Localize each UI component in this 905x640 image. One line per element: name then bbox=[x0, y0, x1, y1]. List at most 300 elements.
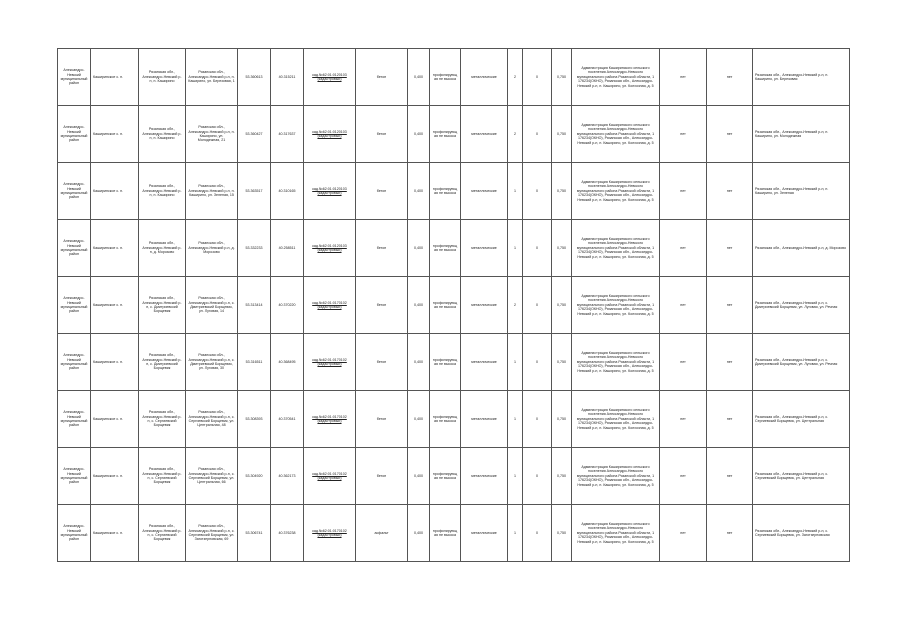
area-cell-text: 0,400 bbox=[414, 530, 423, 535]
district-cell-text: Александро-Невский муниципальный район bbox=[60, 410, 88, 428]
locality-cell-text: Рязанская обл., Александро-Невский р-н, с. Сергиевский Борщевик bbox=[142, 524, 182, 542]
served-area-cell bbox=[753, 448, 850, 505]
district-cell bbox=[58, 49, 91, 106]
planned-count-cell bbox=[523, 391, 552, 448]
district-cell-text: Александро-Невский муниципальный район bbox=[60, 182, 88, 200]
owner-cell bbox=[572, 163, 660, 220]
container-type-cell bbox=[461, 163, 508, 220]
volume-cell bbox=[552, 220, 572, 277]
flag-cell-text: нет bbox=[680, 473, 686, 478]
flag-cell-text: нет bbox=[680, 245, 686, 250]
planned-count-cell bbox=[523, 106, 552, 163]
container-count-cell bbox=[508, 163, 523, 220]
area-cell bbox=[408, 334, 430, 391]
locality-cell bbox=[139, 277, 186, 334]
purpose-cell bbox=[430, 334, 461, 391]
owner-cell-text: Администрация Каширинского сельского поселения Александро-Невского муниципального района Рязанской области, 1 176234(ОКНО), Рязанская обл., Александро-Невский р-н, п. Каширино, ул. Колхозная, д. 5 bbox=[576, 464, 655, 487]
settlement-cell bbox=[91, 277, 139, 334]
settlement-cell bbox=[91, 106, 139, 163]
area-cell-text: 0,400 bbox=[414, 74, 423, 79]
locality-cell-text: Рязанская обл., Александро-Невский р-н, п. Каширино bbox=[142, 127, 182, 141]
surface-cell bbox=[356, 163, 408, 220]
table-row bbox=[58, 220, 850, 277]
surface-cell bbox=[356, 334, 408, 391]
surface-cell-text: бетон bbox=[376, 245, 387, 250]
longitude-cell bbox=[271, 277, 304, 334]
locality-cell bbox=[139, 391, 186, 448]
latitude-cell-text: 53.316511 bbox=[245, 359, 263, 364]
area-cell bbox=[408, 277, 430, 334]
cadastral-number-cell bbox=[304, 220, 356, 277]
latitude-cell-text: 53.306741 bbox=[245, 530, 263, 535]
volume-cell bbox=[552, 334, 572, 391]
cadastral-number-cell bbox=[304, 391, 356, 448]
volume-cell-text: 0,750 bbox=[557, 302, 566, 307]
container-count-cell-text: 1 bbox=[514, 188, 516, 193]
container-type-cell bbox=[461, 448, 508, 505]
planned-count-cell-text: 0 bbox=[536, 245, 538, 250]
purpose-cell-text: профилирующая не высока bbox=[432, 129, 458, 138]
flag-cell-text: нет bbox=[680, 131, 686, 136]
purpose-cell-text: профилирующая не высока bbox=[432, 72, 458, 81]
flag-cell bbox=[707, 106, 753, 163]
purpose-cell bbox=[430, 391, 461, 448]
latitude-cell bbox=[238, 277, 271, 334]
flag-cell bbox=[660, 334, 707, 391]
surface-cell-text: бетон bbox=[376, 302, 387, 307]
area-cell bbox=[408, 49, 430, 106]
table-row bbox=[58, 391, 850, 448]
district-cell-text: Александро-Невский муниципальный район bbox=[60, 524, 88, 542]
area-cell bbox=[408, 106, 430, 163]
address-cell-text: Рязанская обл., Александро-Невский р-н, с. Сергиевский Борщевик, ул. Центральная, 48 bbox=[188, 410, 235, 428]
flag-cell-text: нет bbox=[726, 131, 733, 136]
container-count-cell bbox=[508, 106, 523, 163]
volume-cell bbox=[552, 448, 572, 505]
flag-cell-text: нет bbox=[726, 245, 733, 250]
flag-cell-text: нет bbox=[726, 74, 733, 79]
longitude-cell-text: 40.315211 bbox=[278, 74, 296, 79]
container-type-cell bbox=[461, 106, 508, 163]
table-row bbox=[58, 448, 850, 505]
planned-count-cell bbox=[523, 505, 552, 562]
volume-cell bbox=[552, 106, 572, 163]
served-area-cell-text: Рязанская обл., Александро-Невский р-н, п. Каширино, ул. Зеленая bbox=[755, 186, 829, 195]
served-area-cell bbox=[753, 106, 850, 163]
settlement-cell-text: Каширинское с. п. bbox=[93, 416, 124, 421]
planned-count-cell bbox=[523, 49, 552, 106]
container-type-cell bbox=[461, 49, 508, 106]
purpose-cell bbox=[430, 49, 461, 106]
planned-count-cell bbox=[523, 277, 552, 334]
locality-cell bbox=[139, 334, 186, 391]
owner-cell bbox=[572, 49, 660, 106]
container-count-cell bbox=[508, 49, 523, 106]
owner-cell-text: Администрация Каширинского сельского поселения Александро-Невского муниципального района Рязанской области, 1 176234(ОКНО), Рязанская обл., Александро-Невский р-н, п. Каширино, ул. Колхозная, д. 5 bbox=[576, 350, 655, 373]
purpose-cell bbox=[430, 220, 461, 277]
served-area-cell-text: Рязанская обл., Александро-Невский р-н, д. Морозово bbox=[755, 245, 846, 250]
container-count-cell bbox=[508, 448, 523, 505]
address-cell bbox=[186, 49, 238, 106]
served-area-cell-text: Рязанская обл., Александро-Невский р-н, с. Сергиевский Борщевик, ул. Заготзерновская bbox=[755, 528, 830, 537]
cadastral-number-cell bbox=[304, 106, 356, 163]
district-cell-text: Александро-Невский муниципальный район bbox=[60, 68, 88, 86]
flag-cell-text: нет bbox=[680, 530, 686, 535]
flag-cell bbox=[660, 220, 707, 277]
cadastral-number-cell-text[interactable]: кад.№62:01:0170102 (кадастровый) bbox=[312, 528, 347, 537]
latitude-cell-text: 53.313414 bbox=[245, 302, 263, 307]
container-type-cell bbox=[461, 220, 508, 277]
table-body bbox=[58, 49, 850, 562]
district-cell bbox=[58, 334, 91, 391]
flag-cell-text: нет bbox=[726, 188, 733, 193]
flag-cell-text: нет bbox=[726, 416, 733, 421]
purpose-cell-text: профилирующая не высока bbox=[432, 186, 458, 195]
container-count-cell bbox=[508, 220, 523, 277]
owner-cell-text: Администрация Каширинского сельского поселения Александро-Невского муниципального района Рязанской области, 1 176234(ОКНО), Рязанская обл., Александро-Невский р-н, п. Каширино, ул. Колхозная, д. 5 bbox=[576, 293, 655, 316]
owner-cell bbox=[572, 220, 660, 277]
settlement-cell-text: Каширинское с. п. bbox=[93, 188, 124, 193]
cadastral-number-cell-text[interactable]: кад.№62:01:0170102 (кадастровый) bbox=[312, 357, 347, 366]
volume-cell bbox=[552, 505, 572, 562]
container-type-cell-text: металлические bbox=[471, 245, 497, 250]
longitude-cell-text: 40.258511 bbox=[278, 245, 296, 250]
container-count-cell-text: 1 bbox=[514, 416, 516, 421]
surface-cell bbox=[356, 49, 408, 106]
latitude-cell-text: 53.304920 bbox=[245, 473, 263, 478]
address-cell bbox=[186, 334, 238, 391]
latitude-cell-text: 53.308393 bbox=[245, 416, 263, 421]
cadastral-number-cell-text[interactable]: кад.№62:01:0120103 (кадастровый) bbox=[312, 72, 347, 81]
locality-cell-text: Рязанская обл., Александро-Невский р-н, п. Каширино bbox=[142, 184, 182, 198]
latitude-cell bbox=[238, 220, 271, 277]
planned-count-cell-text: 0 bbox=[536, 302, 538, 307]
cadastral-number-cell bbox=[304, 448, 356, 505]
settlement-cell bbox=[91, 391, 139, 448]
volume-cell bbox=[552, 391, 572, 448]
latitude-cell-text: 53.332233 bbox=[245, 245, 263, 250]
district-cell bbox=[58, 505, 91, 562]
planned-count-cell bbox=[523, 448, 552, 505]
settlement-cell-text: Каширинское с. п. bbox=[93, 131, 124, 136]
planned-count-cell bbox=[523, 220, 552, 277]
district-cell-text: Александро-Невский муниципальный район bbox=[60, 239, 88, 257]
surface-cell-text: бетон bbox=[376, 416, 387, 421]
surface-cell-text: бетон bbox=[376, 359, 387, 364]
longitude-cell-text: 40.376238 bbox=[278, 530, 296, 535]
volume-cell-text: 0,750 bbox=[557, 74, 566, 79]
owner-cell bbox=[572, 277, 660, 334]
purpose-cell-text: профилирующая не высока bbox=[432, 528, 458, 537]
container-count-cell bbox=[508, 277, 523, 334]
owner-cell-text: Администрация Каширинского сельского поселения Александро-Невского муниципального района Рязанской области, 1 176234(ОКНО), Рязанская обл., Александро-Невский р-н, п. Каширино, ул. Колхозная, д. 5 bbox=[576, 122, 655, 145]
table-row bbox=[58, 106, 850, 163]
cadastral-number-cell bbox=[304, 334, 356, 391]
flag-cell bbox=[660, 277, 707, 334]
locality-cell-text: Рязанская обл., Александро-Невский р-н, с. Дмитриевский Борщевик bbox=[142, 296, 182, 314]
purpose-cell-text: профилирующая не высока bbox=[432, 243, 458, 252]
flag-cell-text: нет bbox=[680, 74, 686, 79]
latitude-cell bbox=[238, 163, 271, 220]
volume-cell-text: 0,750 bbox=[557, 473, 566, 478]
served-area-cell bbox=[753, 277, 850, 334]
table-row bbox=[58, 163, 850, 220]
cadastral-number-cell-text[interactable]: кад.№62:01:0170102 (кадастровый) bbox=[312, 414, 347, 423]
planned-count-cell-text: 0 bbox=[536, 473, 538, 478]
district-cell bbox=[58, 163, 91, 220]
table-row bbox=[58, 505, 850, 562]
container-count-cell-text: 1 bbox=[514, 473, 516, 478]
area-cell-text: 0,400 bbox=[414, 359, 423, 364]
table-row bbox=[58, 277, 850, 334]
purpose-cell-text: профилирующая не высока bbox=[432, 471, 458, 480]
longitude-cell bbox=[271, 163, 304, 220]
cadastral-number-cell-text[interactable]: кад.№62:01:0120103 (кадастровый) bbox=[312, 129, 347, 138]
container-type-cell bbox=[461, 391, 508, 448]
owner-cell bbox=[572, 106, 660, 163]
owner-cell-text: Администрация Каширинского сельского поселения Александро-Невского муниципального района Рязанской области, 1 176234(ОКНО), Рязанская обл., Александро-Невский р-н, п. Каширино, ул. Колхозная, д. 5 bbox=[576, 65, 655, 88]
volume-cell-text: 0,750 bbox=[557, 416, 566, 421]
flag-cell bbox=[707, 334, 753, 391]
flag-cell bbox=[707, 448, 753, 505]
locality-cell bbox=[139, 106, 186, 163]
surface-cell-text: бетон bbox=[376, 188, 387, 193]
latitude-cell-text: 53.360613 bbox=[245, 74, 263, 79]
settlement-cell-text: Каширинское с. п. bbox=[93, 359, 124, 364]
surface-cell-text: асфальт bbox=[374, 530, 389, 535]
locality-cell-text: Рязанская обл., Александро-Невский р-н, с. Сергиевский Борщевик bbox=[142, 410, 182, 428]
table-row bbox=[58, 334, 850, 391]
latitude-cell bbox=[238, 334, 271, 391]
longitude-cell-text: 40.370541 bbox=[278, 416, 296, 421]
container-type-cell bbox=[461, 505, 508, 562]
address-cell bbox=[186, 505, 238, 562]
longitude-cell bbox=[271, 220, 304, 277]
address-cell-text: Рязанская обл., Александро-Невский р-н, с. Сергиевский Борщевик, ул. Центральная, 66 bbox=[188, 467, 235, 485]
address-cell bbox=[186, 163, 238, 220]
flag-cell bbox=[660, 49, 707, 106]
served-area-cell bbox=[753, 505, 850, 562]
volume-cell-text: 0,750 bbox=[557, 530, 566, 535]
served-area-cell bbox=[753, 391, 850, 448]
flag-cell bbox=[660, 448, 707, 505]
purpose-cell bbox=[430, 505, 461, 562]
address-cell bbox=[186, 106, 238, 163]
container-type-cell-text: металлические bbox=[471, 473, 497, 478]
table-row bbox=[58, 49, 850, 106]
registry-table bbox=[57, 48, 850, 562]
container-type-cell-text: металлические bbox=[471, 530, 497, 535]
latitude-cell bbox=[238, 505, 271, 562]
container-count-cell-text: 1 bbox=[514, 530, 516, 535]
planned-count-cell bbox=[523, 334, 552, 391]
longitude-cell-text: 40.310165 bbox=[278, 188, 296, 193]
container-type-cell bbox=[461, 334, 508, 391]
served-area-cell-text: Рязанская обл., Александро-Невский р-н, с. Дмитриевский Борщевик, ул. Луговая, ул. Речная bbox=[755, 357, 838, 366]
longitude-cell bbox=[271, 49, 304, 106]
flag-cell bbox=[660, 163, 707, 220]
address-cell bbox=[186, 220, 238, 277]
area-cell-text: 0,400 bbox=[414, 131, 423, 136]
served-area-cell bbox=[753, 334, 850, 391]
container-type-cell-text: металлические bbox=[471, 74, 497, 79]
surface-cell bbox=[356, 505, 408, 562]
purpose-cell bbox=[430, 106, 461, 163]
area-cell-text: 0,400 bbox=[414, 302, 423, 307]
settlement-cell bbox=[91, 49, 139, 106]
settlement-cell bbox=[91, 505, 139, 562]
address-cell bbox=[186, 277, 238, 334]
volume-cell bbox=[552, 163, 572, 220]
address-cell-text: Рязанская обл., Александро-Невский р-н, п. Каширино, ул. Березовая, 1 bbox=[188, 70, 235, 84]
served-area-cell bbox=[753, 49, 850, 106]
locality-cell-text: Рязанская обл., Александро-Невский р-н, п. Каширино bbox=[142, 70, 182, 84]
flag-cell-text: нет bbox=[726, 302, 733, 307]
flag-cell bbox=[707, 220, 753, 277]
volume-cell bbox=[552, 277, 572, 334]
purpose-cell bbox=[430, 448, 461, 505]
flag-cell bbox=[707, 277, 753, 334]
longitude-cell bbox=[271, 505, 304, 562]
surface-cell bbox=[356, 448, 408, 505]
surface-cell bbox=[356, 106, 408, 163]
surface-cell bbox=[356, 277, 408, 334]
locality-cell bbox=[139, 220, 186, 277]
settlement-cell-text: Каширинское с. п. bbox=[93, 74, 124, 79]
served-area-cell-text: Рязанская обл., Александро-Невский р-н, п. Каширино, ул. Молодежная bbox=[755, 129, 829, 138]
container-count-cell-text: 2 bbox=[514, 131, 516, 136]
surface-cell bbox=[356, 391, 408, 448]
longitude-cell bbox=[271, 106, 304, 163]
flag-cell bbox=[660, 106, 707, 163]
settlement-cell bbox=[91, 448, 139, 505]
flag-cell-text: нет bbox=[726, 530, 733, 535]
served-area-cell-text: Рязанская обл., Александро-Невский р-н, с. Дмитриевский Борщевик, ул. Луговая, ул. Речная bbox=[755, 300, 838, 309]
address-cell-text: Рязанская обл., Александро-Невский р-н, п. Каширино, ул. Зеленая, 15 bbox=[188, 184, 235, 198]
area-cell bbox=[408, 391, 430, 448]
area-cell-text: 0,400 bbox=[414, 473, 423, 478]
address-cell bbox=[186, 391, 238, 448]
served-area-cell-text: Рязанская обл., Александро-Невский р-н, с. Сергиевский Борщевик, ул. Центральная bbox=[755, 414, 829, 423]
purpose-cell bbox=[430, 277, 461, 334]
locality-cell-text: Рязанская обл., Александро-Невский р-н, с. Сергиевский Борщевик bbox=[142, 467, 182, 485]
locality-cell bbox=[139, 163, 186, 220]
served-area-cell-text: Рязанская обл., Александро-Невский р-н, п. Каширино, ул. Березовая bbox=[755, 72, 829, 81]
district-cell bbox=[58, 220, 91, 277]
flag-cell-text: нет bbox=[680, 302, 686, 307]
planned-count-cell-text: 0 bbox=[536, 359, 538, 364]
cadastral-number-cell-text[interactable]: кад.№62:01:0120103 (кадастровый) bbox=[312, 186, 347, 195]
flag-cell-text: нет bbox=[680, 416, 686, 421]
cadastral-number-cell-text[interactable]: кад.№62:01:0120103 (кадастровый) bbox=[312, 243, 347, 252]
district-cell bbox=[58, 391, 91, 448]
volume-cell-text: 0,750 bbox=[557, 245, 566, 250]
cadastral-number-cell bbox=[304, 49, 356, 106]
owner-cell bbox=[572, 391, 660, 448]
planned-count-cell-text: 0 bbox=[536, 530, 538, 535]
locality-cell-text: Рязанская обл., Александро-Невский р-н, с. Дмитриевский Борщевик bbox=[142, 353, 182, 371]
district-cell bbox=[58, 106, 91, 163]
owner-cell bbox=[572, 505, 660, 562]
volume-cell-text: 0,750 bbox=[557, 188, 566, 193]
container-type-cell-text: металлические bbox=[471, 416, 497, 421]
locality-cell-text: Рязанская обл., Александро-Невский р-н, д. Морозово bbox=[142, 241, 182, 255]
owner-cell-text: Администрация Каширинского сельского поселения Александро-Невского муниципального района Рязанской области, 1 176234(ОКНО), Рязанская обл., Александро-Невский р-н, п. Каширино, ул. Колхозная, д. 5 bbox=[576, 521, 655, 544]
container-count-cell-text: 1 bbox=[514, 359, 516, 364]
district-cell bbox=[58, 277, 91, 334]
longitude-cell bbox=[271, 334, 304, 391]
settlement-cell bbox=[91, 163, 139, 220]
container-type-cell-text: металлические bbox=[471, 302, 497, 307]
surface-cell bbox=[356, 220, 408, 277]
purpose-cell-text: профилирующая не высока bbox=[432, 300, 458, 309]
container-count-cell bbox=[508, 505, 523, 562]
settlement-cell bbox=[91, 220, 139, 277]
container-type-cell-text: металлические bbox=[471, 359, 497, 364]
address-cell-text: Рязанская обл., Александро-Невский р-н, с. Дмитриевский Борщевик, ул. Луговая, 14 bbox=[188, 296, 235, 314]
container-type-cell-text: металлические bbox=[471, 131, 497, 136]
address-cell bbox=[186, 448, 238, 505]
area-cell-text: 0,400 bbox=[414, 416, 423, 421]
container-type-cell bbox=[461, 277, 508, 334]
locality-cell bbox=[139, 505, 186, 562]
latitude-cell bbox=[238, 49, 271, 106]
served-area-cell bbox=[753, 163, 850, 220]
surface-cell-text: бетон bbox=[376, 74, 387, 79]
latitude-cell-text: 53.363517 bbox=[245, 188, 263, 193]
surface-cell-text: бетон bbox=[376, 473, 387, 478]
longitude-cell-text: 40.317637 bbox=[278, 131, 296, 136]
flag-cell bbox=[660, 391, 707, 448]
district-cell-text: Александро-Невский муниципальный район bbox=[60, 125, 88, 143]
volume-cell-text: 0,750 bbox=[557, 359, 566, 364]
owner-cell-text: Администрация Каширинского сельского поселения Александро-Невского муниципального района Рязанской области, 1 176234(ОКНО), Рязанская обл., Александро-Невский р-н, п. Каширино, ул. Колхозная, д. 5 bbox=[576, 179, 655, 202]
address-cell-text: Рязанская обл., Александро-Невский р-н, с. Сергиевский Борщевик, ул. Заготзерновская, 69 bbox=[188, 524, 235, 542]
purpose-cell-text: профилирующая не высока bbox=[432, 414, 458, 423]
latitude-cell bbox=[238, 448, 271, 505]
container-count-cell-text: 1 bbox=[514, 245, 516, 250]
volume-cell-text: 0,750 bbox=[557, 131, 566, 136]
address-cell-text: Рязанская обл., Александро-Невский р-н, с. Дмитриевский Борщевик, ул. Луговая, 30 bbox=[188, 353, 235, 371]
longitude-cell bbox=[271, 448, 304, 505]
planned-count-cell-text: 0 bbox=[536, 74, 538, 79]
cadastral-number-cell-text[interactable]: кад.№62:01:0170102 (кадастровый) bbox=[312, 300, 347, 309]
cadastral-number-cell-text[interactable]: кад.№62:01:0170102 (кадастровый) bbox=[312, 471, 347, 480]
planned-count-cell-text: 0 bbox=[536, 416, 538, 421]
volume-cell bbox=[552, 49, 572, 106]
district-cell-text: Александро-Невский муниципальный район bbox=[60, 353, 88, 371]
container-count-cell bbox=[508, 391, 523, 448]
served-area-cell bbox=[753, 220, 850, 277]
flag-cell bbox=[707, 391, 753, 448]
district-cell bbox=[58, 448, 91, 505]
owner-cell bbox=[572, 448, 660, 505]
area-cell bbox=[408, 448, 430, 505]
owner-cell bbox=[572, 334, 660, 391]
container-count-cell-text: 2 bbox=[514, 302, 516, 307]
latitude-cell bbox=[238, 106, 271, 163]
longitude-cell-text: 40.370220 bbox=[278, 302, 296, 307]
settlement-cell-text: Каширинское с. п. bbox=[93, 473, 124, 478]
locality-cell bbox=[139, 448, 186, 505]
flag-cell-text: нет bbox=[680, 188, 686, 193]
area-cell-text: 0,400 bbox=[414, 245, 423, 250]
address-cell-text: Рязанская обл., Александро-Невский р-н, д. Морозово bbox=[188, 241, 235, 255]
flag-cell-text: нет bbox=[680, 359, 686, 364]
container-count-cell bbox=[508, 334, 523, 391]
district-cell-text: Александро-Невский муниципальный район bbox=[60, 467, 88, 485]
latitude-cell bbox=[238, 391, 271, 448]
